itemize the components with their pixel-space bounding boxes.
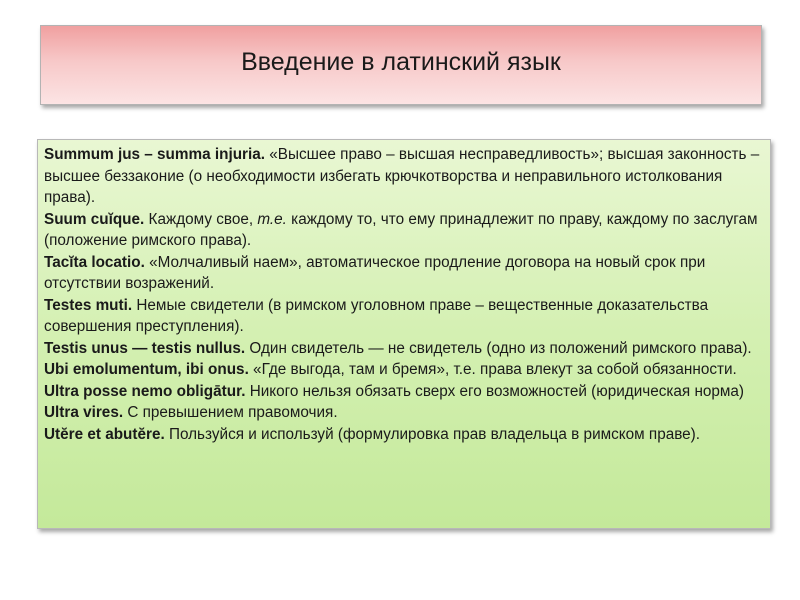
entry-term: Suum cuĭque. xyxy=(44,210,145,228)
entry-term: Ultra posse nemo obligātur. xyxy=(44,382,246,400)
entry-text: С превышением правомочия. xyxy=(123,404,338,421)
entry-abbr: т.е. xyxy=(257,210,287,228)
title-box xyxy=(40,25,762,105)
entry-testes-muti xyxy=(44,295,760,338)
entry-testis-unus xyxy=(44,338,760,360)
entry-text: Немые свидетели (в римском уголовном праве – вещественные доказательства совершения преступления). xyxy=(44,296,709,335)
entry-term: Ultra vires. xyxy=(44,404,124,421)
entry-term: Summum jus – summa injuria. xyxy=(44,146,266,163)
entry-term: Tacĭta locatio. xyxy=(44,253,145,271)
entry-term: Testis unus — testis nullus. xyxy=(44,339,246,357)
entry-term: Ubi emolumentum, ibi onus. xyxy=(44,361,249,378)
entry-text: Пользуйся и используй (формулировка прав владельца в римском праве). xyxy=(164,425,701,443)
entry-summum-jus xyxy=(44,144,760,209)
content-box xyxy=(37,139,771,529)
entry-text: Никого нельзя обязать сверх его возможностей (юридическая норма) xyxy=(245,382,745,400)
entry-text: Один свидетель — не свидетель (одно из положений римского права). xyxy=(245,339,752,357)
entry-text: Каждому свое, xyxy=(144,210,258,228)
entry-text: «Где выгода, там и бремя», т.е. права влекут за собой обязанности. xyxy=(248,361,737,378)
slide-title: Введение в латинский язык xyxy=(241,47,561,76)
entry-ultra-posse xyxy=(44,381,760,403)
entry-tacita-locatio xyxy=(44,252,760,295)
entry-suum-cuique xyxy=(44,209,760,252)
entry-ubi-emolumentum xyxy=(44,359,760,381)
entry-text: «Высшее право – высшая несправедливость»; высшая законность – высшее беззаконие (о необходимости избегать крючкотворства и неправильного истолкования права). xyxy=(44,146,760,206)
entry-text: «Молчаливый наем», автоматическое продление договора на новый срок при отсутствии возражений. xyxy=(44,253,706,292)
entry-text: каждому то, что ему принадлежит по праву, каждому по заслугам (положение римского права). xyxy=(44,210,758,249)
entry-term: Testes muti. xyxy=(44,296,133,314)
entry-ultra-vires xyxy=(44,402,760,424)
entry-utere-et-abutere xyxy=(44,424,760,446)
entry-term: Utĕre et abutĕre. xyxy=(44,425,165,443)
